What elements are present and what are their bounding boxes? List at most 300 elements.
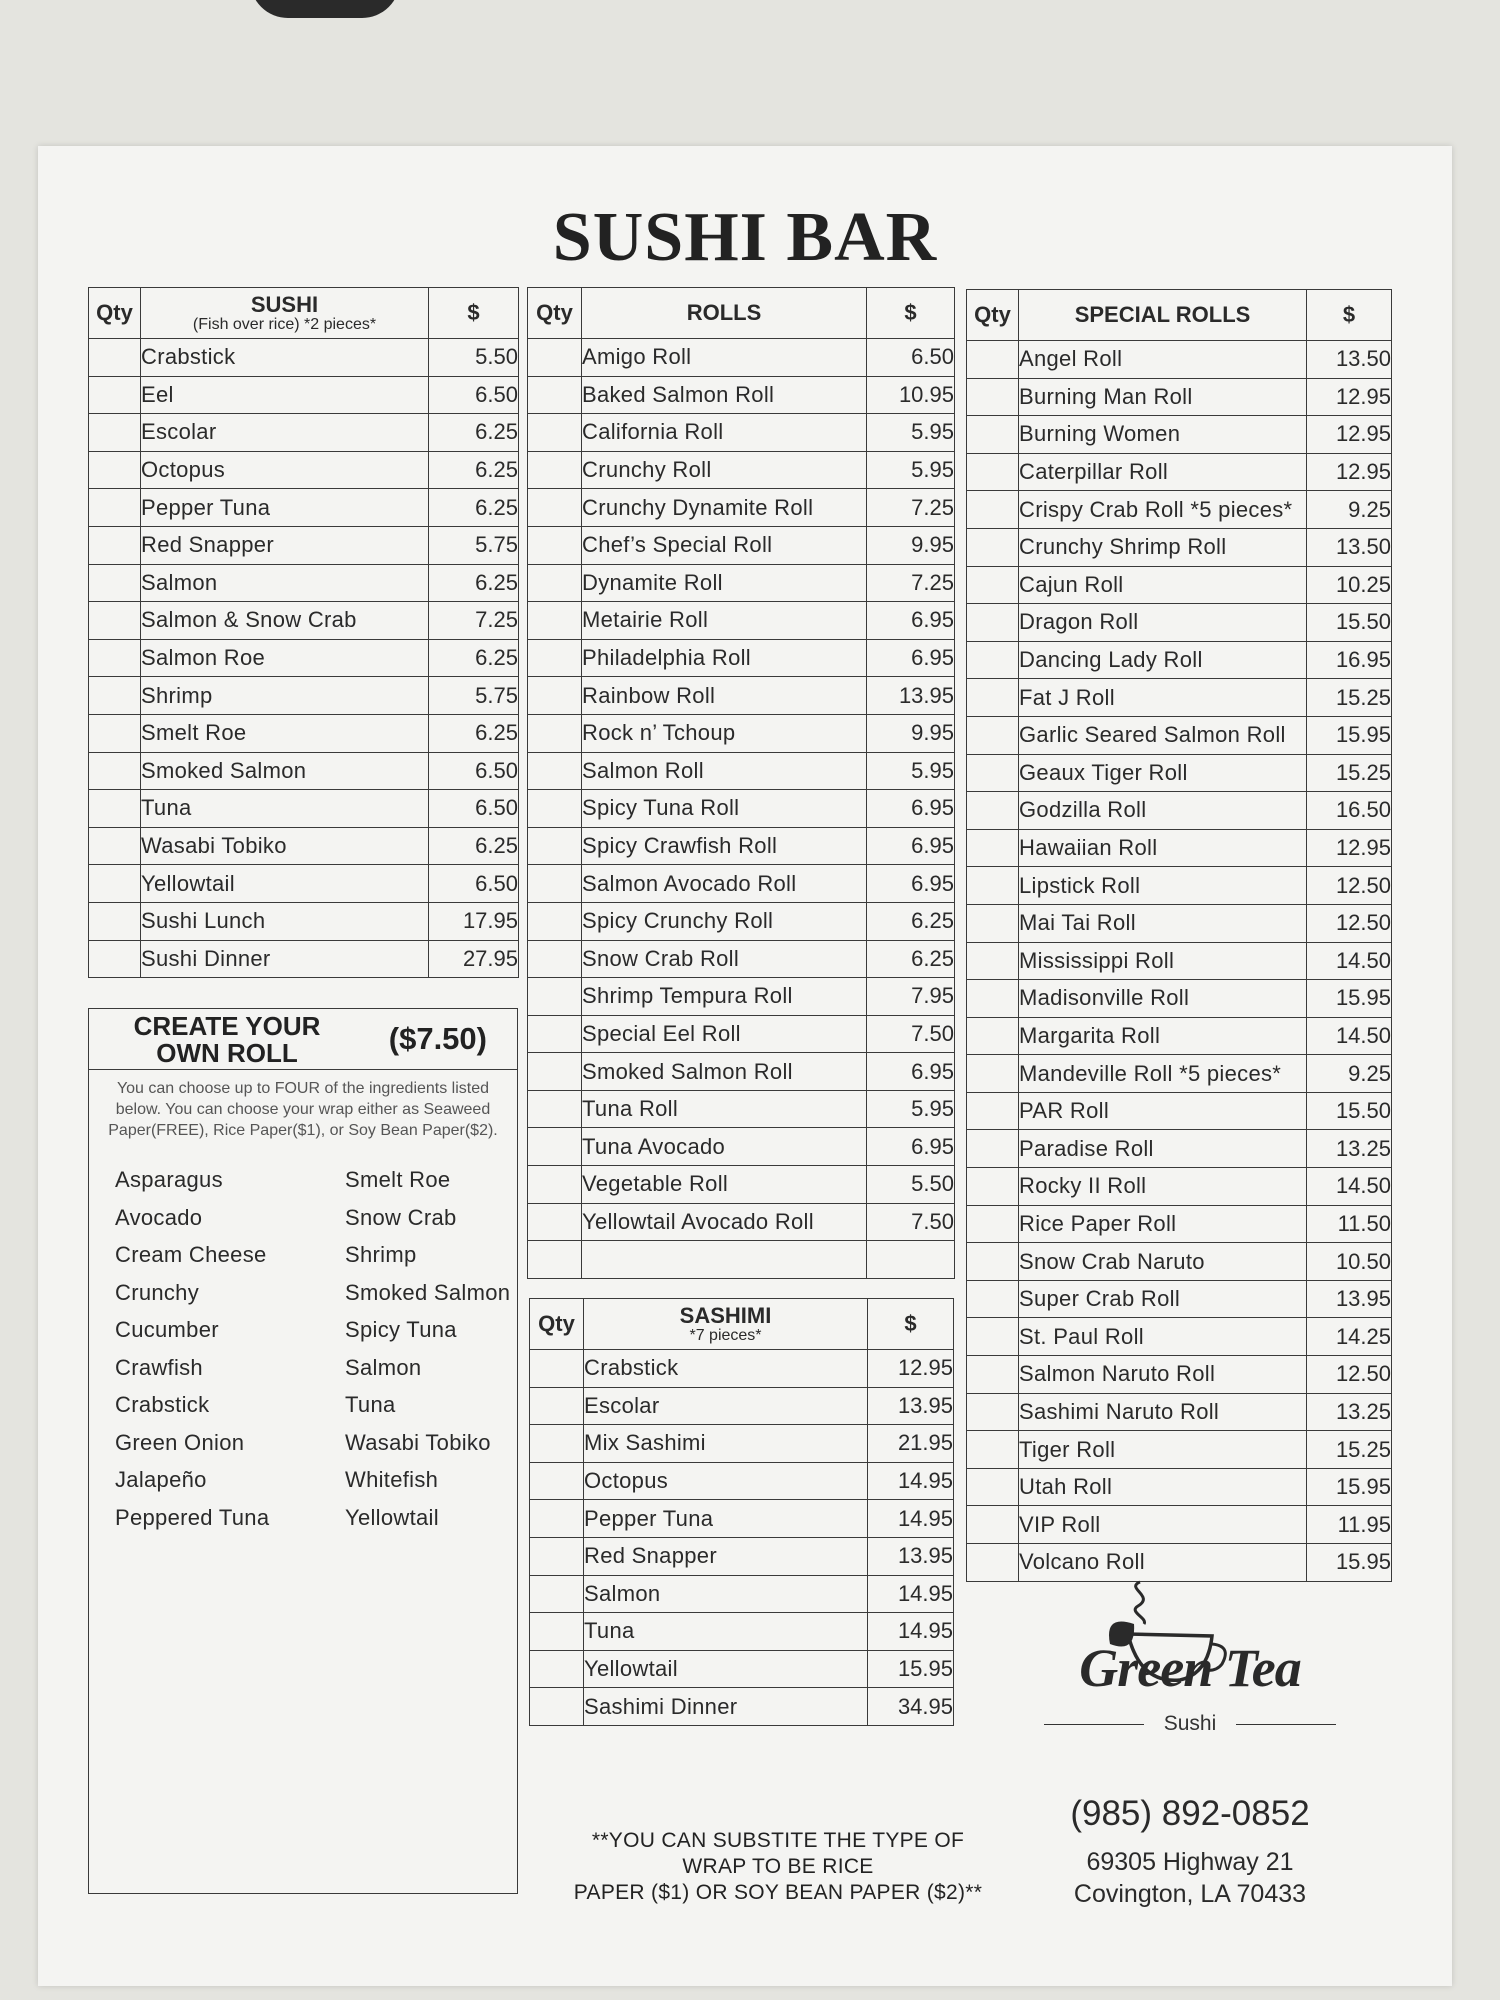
item-price: 15.95 (1307, 980, 1392, 1018)
qty-cell (528, 865, 582, 903)
item-name: Crabstick (141, 339, 429, 377)
item-price: 6.95 (867, 790, 955, 828)
ingredient-item: Wasabi Tobiko (345, 1429, 491, 1455)
qty-cell (528, 940, 582, 978)
create-your-own-price: ($7.50) (388, 1021, 487, 1056)
sashimi-table (529, 1298, 954, 1726)
item-price: 6.25 (429, 414, 519, 452)
item-name (582, 1241, 867, 1279)
menu-item-row (967, 1280, 1392, 1318)
item-name: Crispy Crab Roll *5 pieces* (1019, 491, 1307, 529)
menu-item-row (530, 1350, 954, 1388)
item-name: Volcano Roll (1019, 1544, 1307, 1582)
item-name: Salmon (584, 1575, 868, 1613)
qty-cell (528, 1166, 582, 1204)
item-name: Caterpillar Roll (1019, 453, 1307, 491)
item-price: 14.50 (1307, 1168, 1392, 1206)
menu-item-row (967, 641, 1392, 679)
item-name: Rock n’ Tchoup (582, 714, 867, 752)
item-price: 14.50 (1307, 1017, 1392, 1055)
item-name: Geaux Tiger Roll (1019, 754, 1307, 792)
qty-cell (967, 1205, 1019, 1243)
item-name: Dancing Lady Roll (1019, 641, 1307, 679)
item-name: Spicy Tuna Roll (582, 790, 867, 828)
item-price: 15.95 (1307, 716, 1392, 754)
menu-item-row (528, 1166, 955, 1204)
item-name: Salmon Roe (141, 639, 429, 677)
ingredient-item: Cucumber (115, 1317, 219, 1342)
item-name: Pepper Tuna (141, 489, 429, 527)
item-name: Smelt Roe (141, 714, 429, 752)
item-name: Godzilla Roll (1019, 792, 1307, 830)
ingredient-item: Jalapeño (115, 1467, 207, 1492)
item-price: 34.95 (868, 1688, 954, 1726)
address-line-2: Covington, LA 70433 (1073, 1880, 1307, 1908)
qty-cell (967, 904, 1019, 942)
qty-cell (528, 1128, 582, 1166)
menu-item-row (967, 679, 1392, 717)
qty-cell (967, 1468, 1019, 1506)
qty-cell (967, 491, 1019, 529)
qty-cell (528, 564, 582, 602)
item-price: 7.95 (867, 978, 955, 1016)
note-line-1: **YOU CAN SUBSTITE THE TYPE OF (591, 1829, 965, 1852)
item-price: 13.95 (868, 1387, 954, 1425)
menu-item-row (967, 1356, 1392, 1394)
menu-item-row (528, 602, 955, 640)
item-price: 7.25 (429, 602, 519, 640)
item-price: 6.25 (867, 940, 955, 978)
item-name: Salmon Avocado Roll (582, 865, 867, 903)
menu-item-row (967, 1130, 1392, 1168)
ingredient-item: Crunchy (115, 1279, 200, 1305)
menu-item-row (967, 1168, 1392, 1206)
item-price: 12.50 (1307, 904, 1392, 942)
item-price: 13.95 (1307, 1280, 1392, 1318)
menu-item-row (528, 639, 955, 677)
qty-cell (89, 376, 141, 414)
item-name: Rainbow Roll (582, 677, 867, 715)
item-name: Vegetable Roll (582, 1166, 867, 1204)
qty-cell (89, 602, 141, 640)
item-price: 6.95 (867, 1128, 955, 1166)
qty-cell (530, 1425, 584, 1463)
menu-item-row (89, 827, 519, 865)
item-price: 15.95 (868, 1650, 954, 1688)
item-price: 13.95 (868, 1537, 954, 1575)
item-price: 5.95 (867, 752, 955, 790)
qty-cell (967, 980, 1019, 1018)
item-price: 5.75 (429, 677, 519, 715)
menu-item-row (528, 339, 955, 377)
item-price: 9.25 (1307, 1055, 1392, 1093)
item-name: Baked Salmon Roll (582, 376, 867, 414)
qty-cell (528, 902, 582, 940)
qty-cell (967, 1017, 1019, 1055)
qty-cell (967, 754, 1019, 792)
menu-item-row (967, 453, 1392, 491)
price-header: $ (429, 288, 519, 339)
rolls-heading: ROLLS (582, 288, 867, 339)
item-price: 6.50 (429, 865, 519, 903)
item-name: Fat J Roll (1019, 679, 1307, 717)
sushi-table-header (89, 288, 519, 339)
special-rolls-table (966, 289, 1392, 1582)
sushi-subtitle: (Fish over rice) *2 pieces* (192, 315, 377, 333)
menu-item-row (89, 940, 519, 978)
item-price: 14.95 (868, 1575, 954, 1613)
item-name: Escolar (141, 414, 429, 452)
item-price: 10.25 (1307, 566, 1392, 604)
price-header: $ (867, 288, 955, 339)
logo-subtitle: Sushi (1040, 1712, 1340, 1736)
sushi-table (88, 287, 519, 978)
menu-item-row (528, 790, 955, 828)
sashimi-table-header (530, 1299, 954, 1350)
item-name: Sushi Dinner (141, 940, 429, 978)
menu-item-row (528, 414, 955, 452)
qty-cell (528, 827, 582, 865)
item-price: 12.95 (1307, 829, 1392, 867)
title-line-2: OWN ROLL (156, 1038, 298, 1068)
qty-cell (967, 867, 1019, 905)
qty-cell (89, 564, 141, 602)
item-price: 6.50 (429, 376, 519, 414)
note-line-2: WRAP TO BE RICE (682, 1855, 874, 1878)
menu-item-row (89, 414, 519, 452)
item-price: 6.25 (429, 714, 519, 752)
item-name: Smoked Salmon Roll (582, 1053, 867, 1091)
qty-cell (89, 677, 141, 715)
item-price: 12.95 (1307, 453, 1392, 491)
item-name: Paradise Roll (1019, 1130, 1307, 1168)
item-name: Tuna (141, 790, 429, 828)
menu-item-row (530, 1613, 954, 1651)
menu-item-row (967, 1055, 1392, 1093)
qty-cell (528, 1015, 582, 1053)
menu-item-row (89, 714, 519, 752)
qty-cell (528, 1241, 582, 1279)
rolls-table-header (528, 288, 955, 339)
item-name: Crunchy Roll (582, 451, 867, 489)
menu-item-row (530, 1425, 954, 1463)
item-price: 27.95 (429, 940, 519, 978)
qty-cell (89, 714, 141, 752)
item-price: 13.50 (1307, 341, 1392, 379)
item-name: Salmon (141, 564, 429, 602)
item-price: 6.95 (867, 827, 955, 865)
item-price: 13.25 (1307, 1393, 1392, 1431)
ingredient-item: Crawfish (115, 1354, 203, 1380)
menu-item-row (967, 1017, 1392, 1055)
item-price: 6.25 (429, 564, 519, 602)
qty-cell (530, 1537, 584, 1575)
item-price: 7.50 (867, 1203, 955, 1241)
menu-item-row (528, 564, 955, 602)
item-price: 10.50 (1307, 1243, 1392, 1281)
menu-item-row (967, 416, 1392, 454)
ingredient-list (115, 1167, 515, 1542)
qty-cell (967, 1168, 1019, 1206)
item-name: Madisonville Roll (1019, 980, 1307, 1018)
ingredient-item: Asparagus (115, 1167, 223, 1192)
menu-item-row (967, 1205, 1392, 1243)
item-price: 12.95 (1307, 378, 1392, 416)
ingredient-item: Crabstick (115, 1392, 210, 1417)
green-tea-logo (1040, 1582, 1380, 1762)
item-price: 6.95 (867, 602, 955, 640)
item-name: Shrimp (141, 677, 429, 715)
menu-item-row (528, 1203, 955, 1241)
item-name: Crunchy Shrimp Roll (1019, 528, 1307, 566)
item-price: 7.25 (867, 564, 955, 602)
item-price: 5.95 (867, 414, 955, 452)
ingredient-item: Spicy Tuna (345, 1317, 457, 1342)
qty-cell (89, 902, 141, 940)
item-name: Sushi Lunch (141, 902, 429, 940)
menu-item-row (528, 376, 955, 414)
item-name: Dynamite Roll (582, 564, 867, 602)
item-price: 6.95 (867, 865, 955, 903)
item-price: 15.25 (1307, 679, 1392, 717)
item-name: Chef’s Special Roll (582, 526, 867, 564)
item-price: 13.95 (867, 677, 955, 715)
menu-item-row (528, 752, 955, 790)
item-name: Spicy Crawfish Roll (582, 827, 867, 865)
sashimi-title: SASHIMI (679, 1302, 772, 1328)
item-name: Garlic Seared Salmon Roll (1019, 716, 1307, 754)
item-name: Philadelphia Roll (582, 639, 867, 677)
qty-cell (530, 1650, 584, 1688)
item-name: Amigo Roll (582, 339, 867, 377)
menu-item-row (528, 1053, 955, 1091)
qty-cell (530, 1613, 584, 1651)
menu-item-row (528, 677, 955, 715)
item-name: Lipstick Roll (1019, 867, 1307, 905)
item-name: Burning Women (1019, 416, 1307, 454)
ingredient-item: Salmon (345, 1354, 422, 1380)
item-name: Octopus (141, 451, 429, 489)
item-price: 14.95 (868, 1613, 954, 1651)
item-name: California Roll (582, 414, 867, 452)
menu-item-row (967, 604, 1392, 642)
qty-cell (967, 1243, 1019, 1281)
qty-cell (89, 526, 141, 564)
item-price: 6.25 (867, 902, 955, 940)
item-price: 6.95 (867, 1053, 955, 1091)
note-line-3: PAPER ($1) OR SOY BEAN PAPER ($2)** (573, 1881, 983, 1904)
ingredient-item: Smoked Salmon (345, 1279, 511, 1305)
logo-wordmark: Green Tea (1079, 1638, 1301, 1698)
qty-cell (89, 414, 141, 452)
item-price: 14.50 (1307, 942, 1392, 980)
create-your-own-title (117, 1013, 337, 1067)
menu-item-row (967, 904, 1392, 942)
item-name: Yellowtail (141, 865, 429, 903)
item-name: Special Eel Roll (582, 1015, 867, 1053)
menu-item-row (530, 1650, 954, 1688)
item-name: Shrimp Tempura Roll (582, 978, 867, 1016)
qty-header: Qty (967, 290, 1019, 341)
item-name: Mix Sashimi (584, 1425, 868, 1463)
qty-header: Qty (530, 1299, 584, 1350)
item-name: Dragon Roll (1019, 604, 1307, 642)
qty-cell (530, 1688, 584, 1726)
menu-item-row (967, 528, 1392, 566)
item-name: Hawaiian Roll (1019, 829, 1307, 867)
ingredient-item: Green Onion (115, 1429, 245, 1455)
item-name: Tuna (584, 1613, 868, 1651)
ingredient-item: Whitefish (345, 1467, 439, 1492)
item-name: VIP Roll (1019, 1506, 1307, 1544)
item-price: 6.25 (429, 451, 519, 489)
qty-cell (528, 1053, 582, 1091)
menu-item-row (967, 1506, 1392, 1544)
special-rolls-heading: SPECIAL ROLLS (1019, 290, 1307, 341)
item-price: 6.50 (429, 790, 519, 828)
menu-item-row (89, 376, 519, 414)
ingredient-item: Yellowtail (345, 1504, 439, 1530)
item-price: 6.25 (429, 639, 519, 677)
qty-cell (967, 792, 1019, 830)
menu-item-row (967, 829, 1392, 867)
menu-item-row (967, 1243, 1392, 1281)
item-price: 15.95 (1307, 1544, 1392, 1582)
item-price: 6.25 (429, 827, 519, 865)
ingredient-item: Tuna (345, 1392, 396, 1417)
item-name: Mississippi Roll (1019, 942, 1307, 980)
item-name: Salmon Naruto Roll (1019, 1356, 1307, 1394)
menu-item-row (89, 526, 519, 564)
qty-cell (528, 414, 582, 452)
item-price: 6.50 (429, 752, 519, 790)
menu-item-row (89, 602, 519, 640)
item-price: 12.95 (868, 1350, 954, 1388)
qty-cell (89, 752, 141, 790)
item-name: Utah Roll (1019, 1468, 1307, 1506)
qty-cell (89, 451, 141, 489)
item-name: Snow Crab Roll (582, 940, 867, 978)
menu-item-row (528, 1090, 955, 1128)
qty-cell (89, 865, 141, 903)
qty-header: Qty (89, 288, 141, 339)
item-name: Crabstick (584, 1350, 868, 1388)
item-name: Super Crab Roll (1019, 1280, 1307, 1318)
qty-cell (89, 639, 141, 677)
item-name: Escolar (584, 1387, 868, 1425)
item-name: Cajun Roll (1019, 566, 1307, 604)
ingredient-item: Shrimp (345, 1242, 417, 1267)
price-header: $ (868, 1299, 954, 1350)
qty-cell (89, 790, 141, 828)
qty-cell (528, 526, 582, 564)
item-price: 15.25 (1307, 754, 1392, 792)
qty-cell (967, 566, 1019, 604)
item-name: Angel Roll (1019, 341, 1307, 379)
qty-cell (967, 341, 1019, 379)
item-price: 10.95 (867, 376, 955, 414)
menu-item-row (528, 1015, 955, 1053)
item-price: 5.95 (867, 1090, 955, 1128)
sushi-heading (141, 288, 429, 339)
background-object (250, 0, 400, 18)
menu-item-row (528, 978, 955, 1016)
item-price: 7.25 (867, 489, 955, 527)
qty-cell (967, 416, 1019, 454)
item-name: Salmon Roll (582, 752, 867, 790)
item-name: Smoked Salmon (141, 752, 429, 790)
qty-cell (967, 1318, 1019, 1356)
item-price: 16.95 (1307, 641, 1392, 679)
item-name: Red Snapper (584, 1537, 868, 1575)
item-name: Tuna Roll (582, 1090, 867, 1128)
qty-cell (528, 752, 582, 790)
item-price (867, 1241, 955, 1279)
item-name: Salmon & Snow Crab (141, 602, 429, 640)
item-price: 12.95 (1307, 416, 1392, 454)
qty-cell (528, 1203, 582, 1241)
item-price: 14.95 (868, 1462, 954, 1500)
item-name: Octopus (584, 1462, 868, 1500)
item-name: St. Paul Roll (1019, 1318, 1307, 1356)
sushi-title: SUSHI (250, 291, 319, 317)
item-price: 5.50 (867, 1166, 955, 1204)
item-name: Metairie Roll (582, 602, 867, 640)
item-price: 11.50 (1307, 1205, 1392, 1243)
menu-item-row (967, 1318, 1392, 1356)
qty-cell (967, 1356, 1019, 1394)
menu-item-row (967, 980, 1392, 1018)
menu-item-row (528, 1241, 955, 1279)
menu-item-row (528, 865, 955, 903)
item-price: 13.50 (1307, 528, 1392, 566)
item-name: Spicy Crunchy Roll (582, 902, 867, 940)
item-name: Red Snapper (141, 526, 429, 564)
qty-cell (967, 1130, 1019, 1168)
item-name: Yellowtail Avocado Roll (582, 1203, 867, 1241)
qty-cell (967, 829, 1019, 867)
item-price: 5.95 (867, 451, 955, 489)
item-price: 6.25 (429, 489, 519, 527)
qty-cell (89, 489, 141, 527)
item-price: 7.50 (867, 1015, 955, 1053)
menu-item-row (528, 940, 955, 978)
create-your-own-roll-box (88, 1008, 518, 1894)
qty-cell (967, 679, 1019, 717)
menu-item-row (967, 1431, 1392, 1469)
item-price: 14.25 (1307, 1318, 1392, 1356)
address-line-1: 69305 Highway 21 (1086, 1848, 1294, 1876)
item-price: 13.25 (1307, 1130, 1392, 1168)
menu-item-row (967, 378, 1392, 416)
menu-item-row (528, 489, 955, 527)
menu-item-row (89, 489, 519, 527)
menu-item-row (530, 1537, 954, 1575)
qty-cell (528, 376, 582, 414)
qty-cell (528, 1090, 582, 1128)
item-price: 16.50 (1307, 792, 1392, 830)
menu-item-row (530, 1575, 954, 1613)
qty-cell (89, 940, 141, 978)
qty-cell (967, 604, 1019, 642)
qty-cell (967, 1055, 1019, 1093)
qty-cell (89, 339, 141, 377)
item-name: Tuna Avocado (582, 1128, 867, 1166)
qty-cell (530, 1575, 584, 1613)
qty-cell (528, 639, 582, 677)
item-price: 15.50 (1307, 1092, 1392, 1130)
menu-item-row (89, 339, 519, 377)
